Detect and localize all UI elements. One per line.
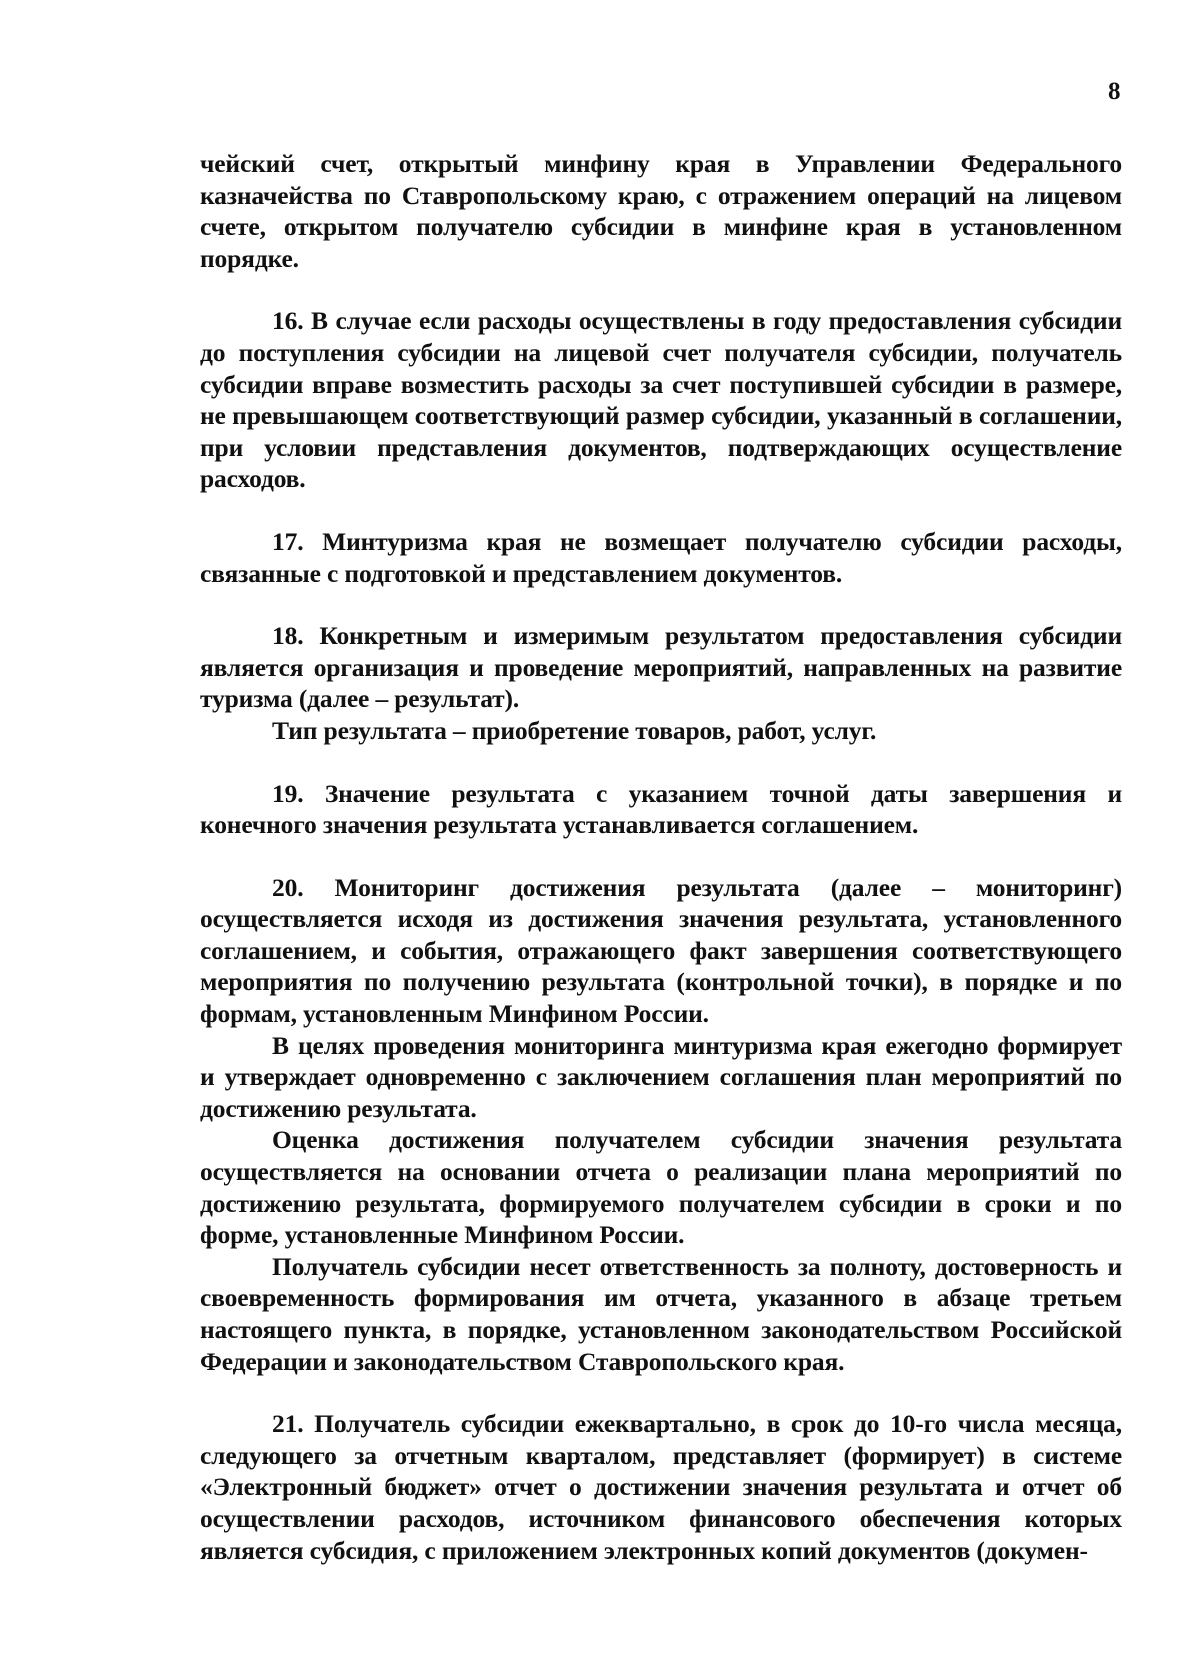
- paragraph-20-monitoring-plan: В целях проведения мониторинга минтуризма края ежегодно формирует и утверждает одновременно с заключением соглашения план мероприятий по достижению результата.: [200, 1030, 1122, 1123]
- paragraph-19: 19. Значение результата с указанием точной даты завершения и конечного значения результата устанавливается соглашением.: [200, 778, 1122, 840]
- paragraph-17: 17. Минтуризма края не возмещает получателю субсидии расходы, связанные с подготовкой и представлением документов.: [200, 526, 1122, 588]
- paragraph-16: 16. В случае если расходы осуществлены в году предоставления субсидии до поступления субсидии на лицевой счет получателя субсидии, получатель субсидии вправе возместить расходы за счет поступившей субсидии в размере, не превышающем соответствующий размер субсидии, указанный в соглашении, при условии представления документов, подтверждающих осуществление расходов.: [200, 306, 1122, 494]
- paragraph-18-result-type: Тип результата – приобретение товаров, работ, услуг.: [272, 715, 877, 745]
- paragraph-continuation: чейский счет, открытый минфину края в Управлении Федерального казначейства по Ставропольскому краю, с отражением операций на лицевом счете, открытом получателю субсидии в минфине края в установленном порядке.: [200, 149, 1122, 273]
- paragraph-18: 18. Конкретным и измеримым результатом предоставления субсидии является организация и проведение мероприятий, направленных на развитие туризма (далее – результат).: [200, 621, 1122, 714]
- paragraph-20: 20. Мониторинг достижения результата (далее – мониторинг) осуществляется исходя из достижения значения результата, установленного соглашением, и события, отражающего факт завершения соответствующего мероприятия по получению результата (контрольной точки), в порядке и по формам, установленным Минфином России.: [200, 872, 1122, 1029]
- paragraph-20-responsibility: Получатель субсидии несет ответственность за полноту, достоверность и своевременность формирования им отчета, указанного в абзаце третьем настоящего пункта, в порядке, установленном законодательством Российской Федерации и законодательством Ставропольского края.: [200, 1251, 1122, 1376]
- page-number: 8: [1108, 78, 1121, 105]
- paragraph-20-assessment: Оценка достижения получателем субсидии значения результата осуществляется на основании отчета о реализации плана мероприятий по достижению результата, формируемого получателем субсидии в сроки и по форме, установленные Минфином России.: [200, 1125, 1122, 1250]
- paragraph-21: 21. Получатель субсидии ежеквартально, в срок до 10-го числа месяца, следующего за отчетным кварталом, представляет (формирует) в системе «Электронный бюджет» отчет о достижении значения результата и отчет об осуществлении расходов, источником финансового обеспечения которых является субсидия, с приложением электронных копий документов (докумен-: [200, 1409, 1122, 1565]
- document-body: [200, 148, 1122, 1566]
